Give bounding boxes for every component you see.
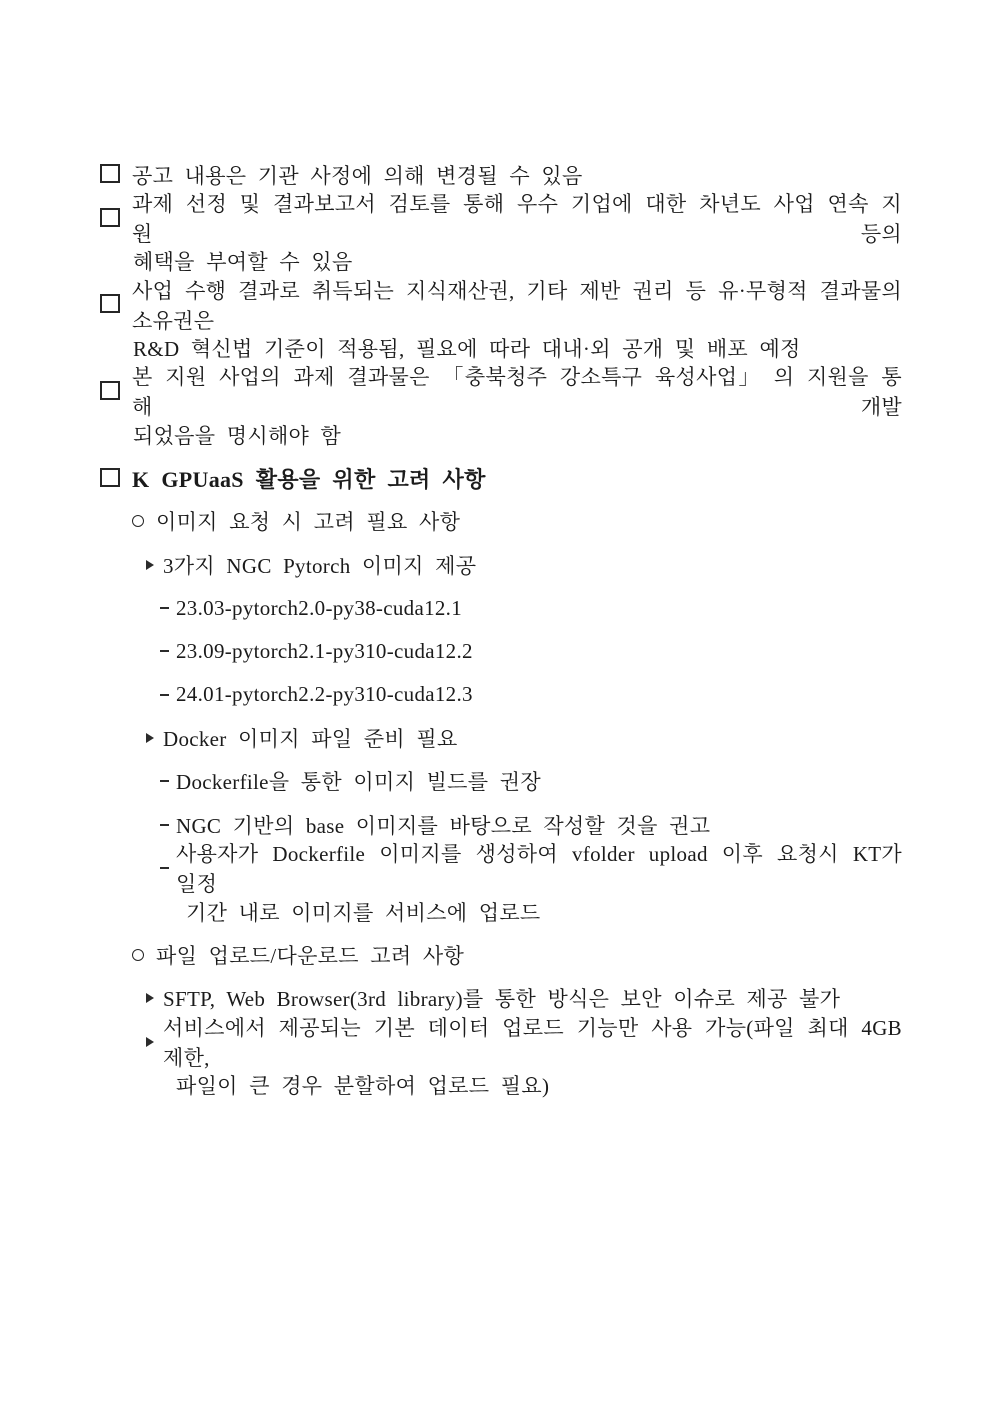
dash-bullet-icon	[160, 780, 169, 782]
line-text: 이미지 요청 시 고려 필요 사항	[156, 510, 461, 535]
triangle-bullet-icon	[146, 733, 154, 743]
document-line	[100, 543, 902, 586]
document-line	[100, 456, 902, 499]
dash-bullet-icon	[160, 607, 169, 609]
checkbox-icon	[100, 468, 120, 487]
document-line	[100, 716, 902, 759]
checkbox-icon	[100, 164, 120, 183]
triangle-bullet-icon	[146, 993, 154, 1003]
triangle-bullet-icon	[146, 1037, 154, 1047]
line-text: SFTP, Web Browser(3rd library)를 통한 방식은 보안 이슈로 제공 불가	[163, 987, 841, 1012]
document-line	[100, 842, 902, 897]
triangle-bullet-icon	[146, 560, 154, 570]
dash-bullet-icon	[160, 694, 169, 696]
document-content	[100, 153, 902, 1107]
line-text: 파일이 큰 경우 분할하여 업로드 필요)	[176, 1073, 550, 1098]
line-text: 혜택을 부여할 수 있음	[133, 250, 353, 275]
line-text: 서비스에서 제공되는 기본 데이터 업로드 기능만 사용 가능(파일 최대 4GB제한,	[163, 1015, 902, 1070]
checkbox-icon	[100, 381, 120, 400]
line-text: 본 지원 사업의 과제 결과물은 「충북청주 강소특구 육성사업」 의 지원을 통해 개발	[132, 365, 902, 420]
line-text: 과제 선정 및 결과보고서 검토를 통해 우수 기업에 대한 차년도 사업 연속 지원 등의	[132, 192, 902, 247]
line-text: NGC 기반의 base 이미지를 바탕으로 작성할 것을 권고	[176, 813, 711, 838]
line-text: K GPUaaS 활용을 위한 고려 사항	[132, 466, 486, 492]
document-line	[100, 365, 902, 420]
document-line	[100, 1015, 902, 1070]
line-text: R&D 혁신법 기준이 적용됨, 필요에 따라 대내·외 공개 및 배포 예정	[133, 337, 801, 362]
document-line	[100, 760, 902, 803]
line-text: 파일 업로드/다운로드 고려 사항	[156, 943, 465, 968]
document-line	[100, 278, 902, 333]
document-line	[100, 933, 902, 976]
document-line	[100, 500, 902, 543]
line-text: 24.01-pytorch2.2-py310-cuda12.3	[176, 682, 473, 707]
checkbox-icon	[100, 294, 120, 313]
document-line	[100, 630, 902, 673]
circle-bullet-icon	[132, 515, 144, 527]
checkbox-icon	[100, 208, 120, 227]
line-text: 23.03-pytorch2.0-py38-cuda12.1	[176, 595, 463, 620]
line-text: Dockerfile을 통한 이미지 빌드를 권장	[176, 770, 541, 795]
line-text: 공고 내용은 기관 사정에 의해 변경될 수 있음	[132, 163, 583, 188]
document-line	[100, 673, 902, 716]
dash-bullet-icon	[160, 650, 169, 652]
line-text: 3가지 NGC Pytorch 이미지 제공	[163, 553, 477, 578]
document-line	[100, 192, 902, 247]
line-text: 되었음을 명시해야 함	[133, 423, 342, 448]
line-text: 사용자가 Dockerfile 이미지를 생성하여 vfolder upload 이후 요청시 KT가 일정	[176, 842, 902, 897]
line-text: 기간 내로 이미지를 서비스에 업로드	[186, 900, 541, 925]
dash-bullet-icon	[160, 824, 169, 826]
line-text: Docker 이미지 파일 준비 필요	[163, 727, 458, 752]
line-text: 사업 수행 결과로 취득되는 지식재산권, 기타 제반 권리 등 유·무형적 결과물의 소유권은	[132, 278, 902, 333]
dash-bullet-icon	[160, 867, 169, 869]
circle-bullet-icon	[132, 949, 144, 961]
line-text: 23.09-pytorch2.1-py310-cuda12.2	[176, 638, 473, 663]
document-line	[100, 586, 902, 629]
